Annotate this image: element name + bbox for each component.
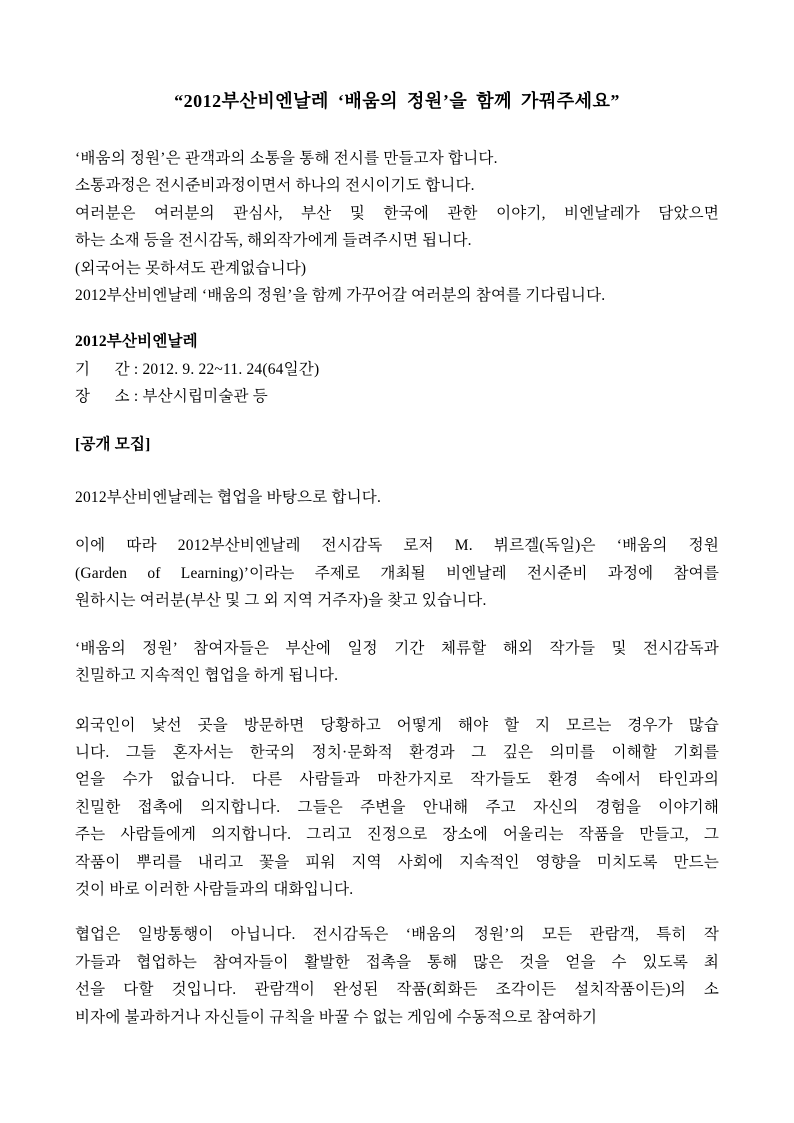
text-line: 가들과 협업하는 참여자들이 활발한 접촉을 통해 많은 것을 얻을 수 있도록 최 (75, 953, 719, 971)
text-line: (외국어는 못하셔도 관계없습니다) (75, 259, 307, 277)
paragraph-participants-stay (75, 635, 719, 690)
text-line: (Garden of Learning)’이라는 주제로 개최될 비엔날레 전시준비 과정에 참여를 (75, 564, 719, 582)
paragraph-director-recruiting (75, 532, 719, 614)
intro-paragraph-2 (75, 172, 719, 199)
event-period: 기 간 : 2012. 9. 22~11. 24(64일간) (75, 360, 320, 378)
text-line: ‘배움의 정원’ 참여자들은 부산에 일정 기간 체류할 해외 작가들 및 전시감독과 (75, 639, 719, 657)
text-line: 협업은 일방통행이 아닙니다. 전시감독은 ‘배움의 정원’의 모든 관람객, 특히 작 (75, 926, 719, 944)
text-line: 하는 소재 등을 전시감독, 해외작가에게 들려주시면 됩니다. (75, 232, 472, 250)
text-line: ‘배움의 정원’은 관객과의 소통을 통해 전시를 만들고자 합니다. (75, 150, 498, 167)
intro-paragraph-5 (75, 282, 719, 309)
text-line: 원하시는 여러분(부산 및 그 외 지역 거주자)을 찾고 있습니다. (75, 592, 487, 610)
text-line: 외국인이 낯선 곳을 방문하면 당황하고 어떻게 해야 할 지 모르는 경우가 많습 (75, 716, 719, 734)
text-line: 2012부산비엔날레는 협업을 바탕으로 합니다. (75, 489, 382, 507)
text-line: 얻을 수가 없습니다. 다른 사람들과 마찬가지로 작가들도 환경 속에서 타인과의 (75, 771, 719, 789)
text-line: 것이 바로 이러한 사람들과의 대화입니다. (75, 880, 354, 898)
text-line: 소통과정은 전시준비과정이면서 하나의 전시이기도 합니다. (75, 177, 475, 195)
text-line: 비자에 불과하거나 자신들이 규칙을 바꿀 수 없는 게임에 수동적으로 참여하기 (75, 1008, 598, 1026)
text-line: 친밀하고 지속적인 협업을 하게 됩니다. (75, 667, 339, 685)
intro-paragraph-3 (75, 200, 719, 255)
text-line: 친밀한 접촉에 의지합니다. 그들은 주변을 안내해 주고 자신의 경험을 이야기해 (75, 798, 719, 816)
paragraph-collaboration-basis (75, 484, 719, 511)
paragraph-foreigners-dialogue (75, 712, 719, 904)
intro-paragraph-1 (75, 145, 719, 172)
text-line: 니다. 그들 혼자서는 한국의 정치·문화적 환경과 그 깊은 의미를 이해할 기회를 (75, 743, 719, 761)
section-heading-open-call: [공개 모집] (75, 435, 151, 453)
intro-section (75, 145, 719, 309)
event-info-heading: 2012부산비엔날레 (75, 333, 198, 351)
document-title: “2012부산비엔날레 ‘배움의 정원’을 함께 가꿔주세요” (174, 91, 620, 111)
text-line: 작품이 뿌리를 내리고 꽃을 피워 지역 사회에 지속적인 영향을 미치도록 만드는 (75, 853, 719, 871)
text-line: 이에 따라 2012부산비엔날레 전시감독 로저 M. 뷔르겔(독일)은 ‘배움의 정원 (75, 537, 719, 555)
paragraph-collaboration-not-oneway (75, 921, 719, 1031)
intro-paragraph-4 (75, 255, 719, 282)
text-line: 주는 사람들에게 의지합니다. 그리고 진정으로 장소에 어울리는 작품을 만들고, 그 (75, 826, 719, 844)
event-info-section (75, 328, 719, 410)
text-line: 2012부산비엔날레 ‘배움의 정원’을 함께 가꾸어갈 여러분의 참여를 기다립니다. (75, 287, 606, 305)
event-venue: 장 소 : 부산시립미술관 등 (75, 388, 268, 406)
text-line: 여러분은 여러분의 관심사, 부산 및 한국에 관한 이야기, 비엔날레가 담았으면 (75, 204, 719, 222)
text-line: 선을 다할 것입니다. 관람객이 완성된 작품(회화든 조각이든 설치작품이든)의 소 (75, 981, 719, 999)
